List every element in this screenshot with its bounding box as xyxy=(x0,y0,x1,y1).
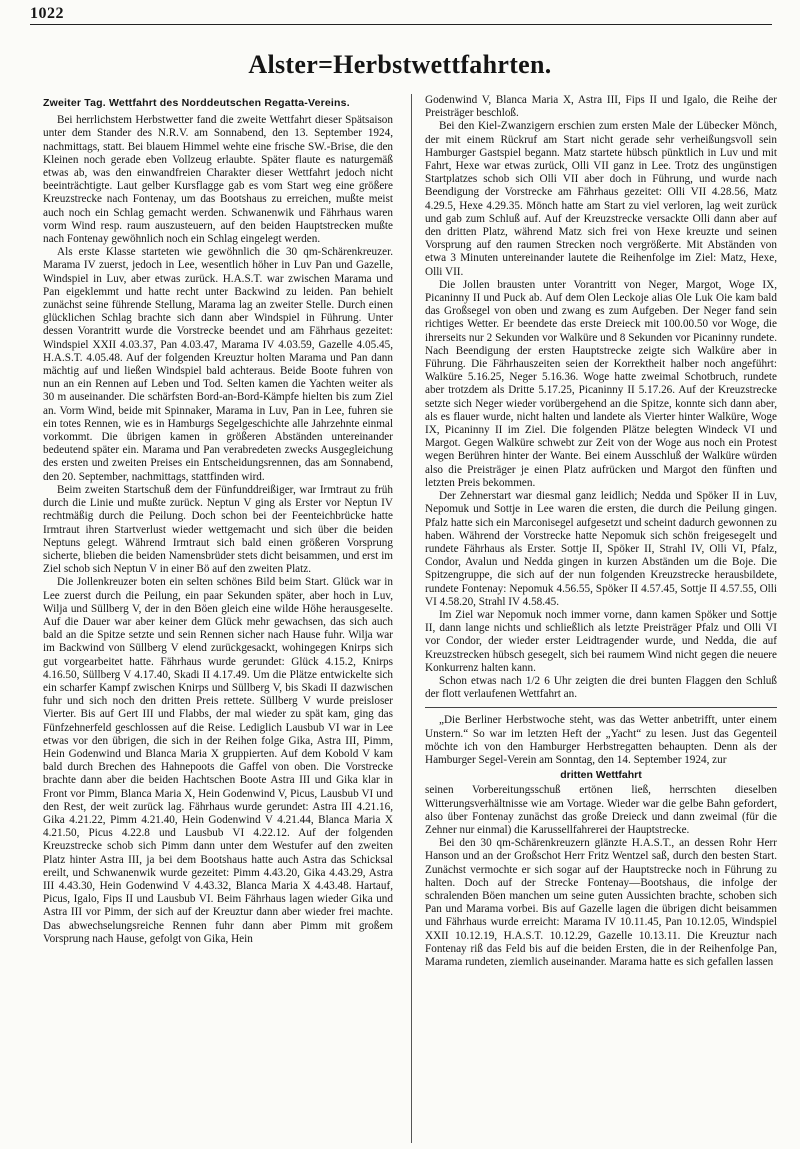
header-rule xyxy=(30,24,772,25)
column-divider xyxy=(411,94,412,1143)
paragraph: Die Jollenkreuzer boten ein selten schönes Bild beim Start. Glück war in Lee zuerst durch die Peilung, ein paar Sekunden später, aber hoch in Luv, Wilja und Süllberg V, der in den Böen gleich eine wilde Höhe herausgeselte. Auf die Dauer war aber keiner dem Glück mehr gewachsen, das sich auch bald an die Spitze setzte und sein Rennen sicher nach Hause fuhr. Wilja war im Backwind von Süllberg V elend zurückgesackt, wohingegen Knirps sich gut vorgearbeitet hatte. Fährhaus wurde gerundet: Glück 4.15.2, Knirps 4.16.50, Süllberg V 4.17.40, Skadi II 4.17.49. Um die Plätze entwickelte sich ein scharfer Kampf zwischen Knirps und Süllberg V, bis Skadi II dazwischen fuhr und sich noch den dritten Preis rettete. Süllberg V wurde preisloser Vierter. Bis auf Gert III und Flabbs, der mal wieder zu spät kam, ging das Fünfzehnerfeld geschlossen auf die Reise. Lediglich Lausbub VI war in Lee etwas vor den übrigen, die sich in der Reihen folge Gika, Astra III, Pimm, Hein Godenwind und Blanca Maria X gruppierten. Auf dem Kobold V kam bald durch Brechen des Hahnepoots die Gaffel von oben. Die Vorstrecke brachte dann aber die beiden Hachtschen Boote Astra III und Gika klar in Front vor Pimm, Blanca Maria X, Hein Godenwind V, Picus, Lausbub VI und den Rest, der weit zurück lag. Fährhaus wurde gerundet: Astra III 4.21.16, Gika 4.21.22, Pimm 4.21.40, Hein Godenwind V 4.21.44, Blanca Maria X 4.21.50, Picus 4.22.8 und Lausbub VI 4.22.12. Auf der folgenden Kreuzstrecke schob sich Pimm dann unter dem Westufer auf den zweiten Platz hinter Astra III, ja bei dem Bootshaus hatte auch Astra das Schicksal ereilt, und Schwanenwik wurde gezeitet: Pimm 4.43.20, Gika 4.43.29, Astra III 4.43.30, Hein Godenwind V 4.43.32, Blanca Maria X 4.43.48. Hartauf, Picus, Igalo, Fips II und Lausbub VI. Beim Fährhaus lagen wieder Gika und Astra III vor Pimm, der sich auf der Kreuztur dann aber wieder frei machte. Das abwechselungsreiche Rennen fuhr dann aber Pimm mit großem Vorsprung nach Hause, gefolgt von Gika, Hein xyxy=(43,576,393,945)
paragraph: Bei herrlichstem Herbstwetter fand die zweite Wettfahrt dieser Spätsaison unter dem Stander des N.R.V. am Sonnabend, den 13. September 1924, nachmittags, statt. Bei blauem Himmel wehte eine frische SW.-Brise, die den Kleinen noch gerade eben Vollzeug erlaubte. Später flaute es naturgemäß etwas ab, was den einwandfreien Charakter dieser Wettfahrt jedoch nicht beeinträchtigte. Laut gelber Kursflagge gab es vom Start weg eine größere Kreuzstrecke nach Fontenay, um das Bootshaus zu erreichen, mußte meist auch noch ein Schlag gemacht werden. Schwanenwik und Fährhaus waren vorm Wind resp. raum auszusteuern, auf den beiden Hauptstrecken mußte nach Fontenay gewöhnlich noch ein Schlag eingelegt werden. xyxy=(43,114,393,246)
paragraph: Beim zweiten Startschuß dem der Fünfunddreißiger, war Irmtraut zu früh durch die Linie und mußte zurück. Neptun V ging als Erster vor Neptun IV rechtmäßig durch die Peilung. Doch schon bei der Feenteichbrücke hatte Irmtraut ihren Startverlust wieder wettgemacht und sich über die beiden Neptuns gelegt. Während Irmtraut sich bald einen größeren Vorsprung sicherte, blieben die beiden Namensbrüder stets dicht beisammen, und erst im Ziel schob sich Neptun V in einer Bö auf den zweiten Platz. xyxy=(43,483,393,576)
paragraph: Die Jollen brausten unter Vorantritt von Neger, Margot, Woge IX, Picaninny II und Puck ab. Auf dem Olen Leckoje alias Ole Luk Oie kam bald das Großsegel von oben und zwang es zum Aufgeben. Der Neger fand sein richtiges Wetter. Er beendete das erste Dreieck mit 100.00.50 vor Woge, die ihrerseits nur 2 Sekunden vor Walküre und 8 Sekunden vor Picaninny rundete. Nach Beendigung der ersten Hauptstrecke zeigte sich Walküre aber in Führung. Die Fährhauszeiten seien der Korrektheit halber noch angeführt: Walküre 5.16.25, Neger 5.16.36. Woge hatte zweimal Schotbruch, rundete aber trotzdem als Dritte 5.17.25, Picaninny II 5.17.26. Auf der Kreuzstrecke setzte sich Neger wieder vorübergehend an die Spitze, konnte sich dann aber, als es flauer wurde, nicht halten und landete als Vierter hinter Walküre, Woge IX, Picaninny II im Ziel. Die folgenden Plätze belegten Windeck VI und Margot. Gegen Walküre schwebt zur Zeit von der Woge aus noch ein Protest wegen Berühren hinter der Wante. Bei einem Ausschluß der Walküre würden also die Preisträger je einen Platz aufrücken und Margot den fünften und letzten Preis bekommen. xyxy=(425,278,777,489)
paragraph: Der Zehnerstart war diesmal ganz leidlich; Nedda und Spöker II in Luv, Nepomuk und Sottje in Lee waren die ersten, die durch die Peilung gingen. Pfalz hatte sich ein Marconisegel aufgesetzt und scheint dadurch gewonnen zu haben. Während der Vorstrecke hatte Nepomuk sich schön freigesegelt und rundete Fährhaus als Erster. Sottje II, Spöker II, Strahl IV, Olli VI, Pfalz, Condor, Avalun und Nedda gingen in kurzen Abständen um die Boje. Die Spitzengruppe, die sich auf der nun folgenden Kreuzstrecke herausbildete, rundete Fontenay: Nepomuk 4.56.55, Spöker II 4.57.45, Sottje II 4.57.55, Olli VI 4.58.20, Strahl IV 4.58.45. xyxy=(425,490,777,608)
paragraph: Godenwind V, Blanca Maria X, Astra III, Fips II und Igalo, die Reihe der Preisträger beschloß. xyxy=(425,94,777,120)
paragraph: Als erste Klasse starteten wie gewöhnlich die 30 qm-Schärenkreuzer. Marama IV zuerst, jedoch in Lee, wesentlich höher in Luv Pan und Gazelle, Windspiel in Luv, aber etwas zurück. H.A.S.T. war zwischen Marama und Pan eigeklemmt und hatte recht unter Backwind zu leiden. Pan behielt zunächst seine führende Stellung, Marama lag an zweiter Stelle. Durch einen glücklichen Schlag brachte sich dann aber Windspiel in Führung. Unter dessen Vorantritt wurde die Vorstrecke beendet und am Fährhaus gezeitet: Windspiel XXII 4.03.37, Pan 4.03.47, Marama IV 4.03.59, Gazelle 4.05.45, H.A.S.T. 4.05.48. Auf der folgenden Kreuztur holten Marama und Pan dann mächtig auf und ließen Windspiel bald achteraus. Beide Boote fuhren von nun an ein Rennen auf Leben und Tod. Selten kamen die Yachten weiter als 30 m auseinander. Die schärfsten Bord-an-Bord-Kämpfe hielten bis zum Ziel an. Vorm Wind, beide mit Spinnaker, Marama in Luv, Pan in Lee, fuhren sie ein totes Rennen, wie es in Hamburgs Segelgeschichte alle Jahrzehnte einmal vorkommt. Die übrigen kamen in größeren Abständen untereinander bedeutend später ein. Marama und Pan verabredeten zwecks Ausgegleichung des ersten und zweiten Preises ein Entscheidungsrennen, das am Sonnabend, den 20. September, nachmittags, stattfinden wird. xyxy=(43,246,393,483)
quote-paragraph: „Die Berliner Herbstwoche steht, was das Wetter anbetrifft, unter einem Unstern.“ So war im letzten Heft der „Yacht“ zu lesen. Just das Gegenteil möchte ich von den Hamburger Herbstregatten behaupten. Denn als der Hamburger Segel-Verein am Sonntag, den 14. September 1924, zur xyxy=(425,714,777,766)
article-title: Alster=Herbstwettfahrten. xyxy=(248,50,552,79)
left-column xyxy=(43,94,393,1149)
left-subhead: Zweiter Tag. Wettfahrt des Norddeutschen Regatta-Vereins. xyxy=(43,97,350,109)
section-rule xyxy=(425,707,777,708)
paragraph: Bei den Kiel-Zwanzigern erschien zum ersten Male der Lübecker Mönch, der mit einem Rückruf am Start nicht gerade sehr verheißungsvoll sein Hamburger Gastspiel begann. Matz startete hübsch pünktlich in Luv und mit Fahrt, Hexe war etwas zurück, Olli VII ganz in Lee. Trotz des ungünstigen Startplatzes schob sich Olli VII aber doch in Führung, und wurde nach Beendigung der Vorstrecke am Fährhaus gezeitet: Olli VII 4.28.56, Matz 4.29.5, Hexe 4.29.35. Mönch hatte am Start zu viel verloren, lag weit zurück und gab zum Schluß auf. Auf der Kreuzstrecke versackte Olli dann aber auf den dritten Platz, während Matz sich frei von Hexe kreuzte und seinen Vorsprung auf den raumen Strecken noch vergrößerte. Mit Abständen von etwa 3 Minuten untereinander lautete die Reihenfolge im Ziel: Matz, Hexe, Olli VII. xyxy=(425,120,777,278)
paragraph: seinen Vorbereitungsschuß ertönen ließ, herrschten dieselben Witterungsverhältnisse wie am Vortage. Wieder war die gelbe Bahn gefordert, also über Fontenay zunächst das große Dreieck und dann zweimal (für die Zehner nur einmal) die Karussellfahrerei der Hauptstrecke. xyxy=(425,784,777,836)
paragraph: Bei den 30 qm-Schärenkreuzern glänzte H.A.S.T., an dessen Rohr Herr Hanson und an der Großschot Herr Fritz Wentzel saß, durch den besten Start. Zunächst vermochte er sich sogar auf der Hauptstrecke noch in Führung zu halten. Doch auf der Strecke Fontenay—Bootshaus, die infolge der schralenden Böen manchen um seine guten Aussichten brachte, schoben sich Pan und Marama vorbei. Bis auf Gazelle lagen die übrigen dicht beisammen und Fährhaus wurde erreicht: Marama IV 10.11.45, Pan 10.12.05, Windspiel XXII 10.12.19, H.A.S.T. 10.12.29, Gazelle 10.13.11. Die Kreuztur nach Fontenay riß das Feld bis auf die beiden Ersten, die in der Reihenfolge Pan, Marama rundeten, ziemlich auseinander. Marama hatte es sich gefallen lassen xyxy=(425,837,777,968)
right-column xyxy=(425,94,777,1149)
paragraph: Im Ziel war Nepomuk noch immer vorne, dann kamen Spöker und Sottje II, dann lange nichts und schließlich als letzte Preisträger Pfalz und Olli VI vor Condor, der wieder erster Leidtragender wurde, und Nedda, die auf Kreuzstrecken hübsch gesegelt, sich bei raumem Wind nicht gegen die neuere Konkurrenz halten kann. xyxy=(425,608,777,674)
page-number: 1022 xyxy=(30,5,64,22)
paragraph: Schon etwas nach 1/2 6 Uhr zeigten die drei bunten Flaggen den Schluß der flott verlaufenen Wettfahrt an. xyxy=(425,674,777,701)
section-title: dritten Wettfahrt xyxy=(560,769,642,782)
